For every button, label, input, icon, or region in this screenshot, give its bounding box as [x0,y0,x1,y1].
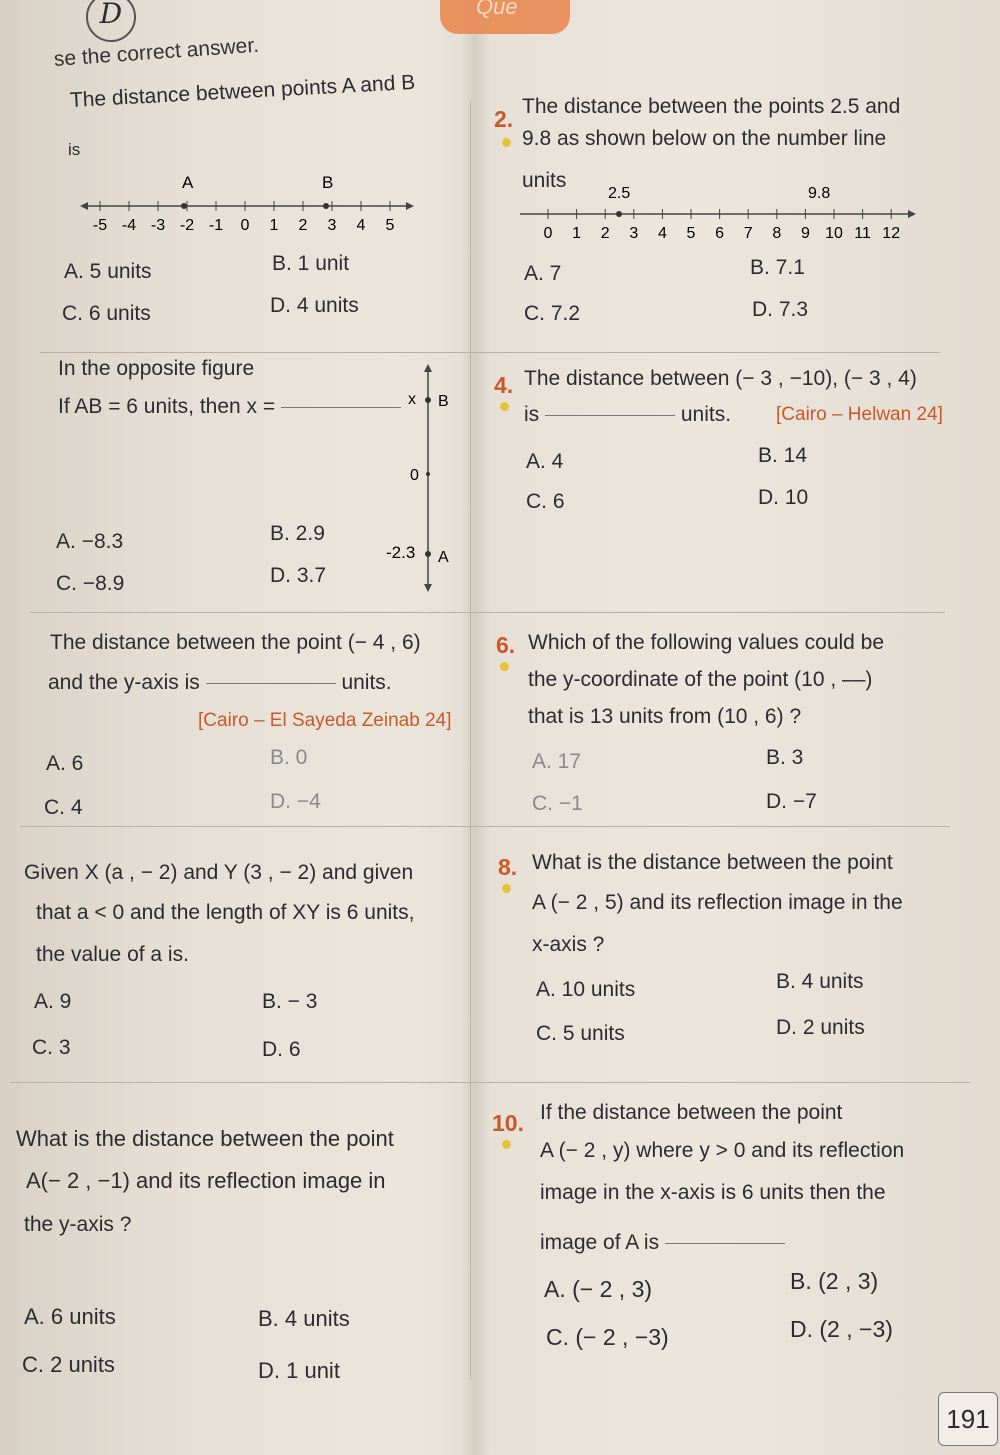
q4-text-1: The distance between (− 3 , −10), (− 3 , 4) [524,367,917,390]
q5-option-d[interactable]: D. −4 [270,790,321,813]
q10-option-d[interactable]: D. (2 , −3) [790,1316,893,1342]
q4-option-b[interactable]: B. 14 [758,444,808,467]
q8-bullet [502,884,511,893]
q10-text-4: image of A is [540,1230,785,1255]
q2-option-a[interactable]: A. 7 [524,262,562,285]
q4-bullet [500,402,509,411]
q4-source: [Cairo – Helwan 24] [776,404,943,425]
q10-number: 10. [492,1110,524,1136]
q2-bullet [502,138,511,147]
q1-text-1: The distance between points A and B [69,70,416,112]
q4-option-d[interactable]: D. 10 [758,486,809,509]
page-number: 191 [938,1392,998,1446]
q9-option-a[interactable]: A. 6 units [24,1304,116,1329]
q2-mark-1-label: 2.5 [608,185,631,202]
q6-text-3: that is 13 units from (10 , 6) ? [528,705,802,728]
q2-tick-label: 9 [800,225,810,242]
q1-tick-label: 3 [327,217,337,234]
column-divider [470,100,471,1380]
q2-tick-label: 12 [882,225,901,242]
q8-option-b[interactable]: B. 4 units [776,970,864,993]
q10-text-2: A (− 2 , y) where y > 0 and its reflection [540,1139,905,1162]
q1-tick-label: 4 [356,217,366,234]
q3-text-1: In the opposite figure [58,357,255,380]
q7-text-1: Given X (a , − 2) and Y (3 , − 2) and given [24,861,414,884]
q6-bullet [500,662,509,671]
q7-option-a[interactable]: A. 9 [34,990,72,1013]
q5-text-1: The distance between the point (− 4 , 6) [50,631,421,654]
q2-tick-label: 4 [657,225,667,242]
q2-mark-1 [616,211,622,217]
q7-option-b[interactable]: B. − 3 [262,990,318,1013]
q9-text-3: the y-axis ? [24,1213,132,1236]
q2-number: 2. [494,106,514,132]
q1-text-2: is [68,140,81,159]
q1-tick-label: -5 [92,217,108,234]
q1-number-line [80,168,420,248]
q10-text-3: image in the x-axis is 6 units then the [540,1181,886,1204]
q8-text-1: What is the distance between the point [532,851,893,874]
q6-option-b[interactable]: B. 3 [766,746,804,769]
q2-tick-label: 10 [825,225,843,242]
q6-option-a[interactable]: A. 17 [532,750,582,773]
q1-tick-label: -2 [179,217,195,234]
q9-text-2: A(− 2 , −1) and its reflection image in [26,1168,386,1193]
q7-text-2: that a < 0 and the length of XY is 6 units, [36,901,415,924]
q10-bullet [502,1140,511,1149]
q4-text-2: is units. [524,403,732,426]
section-letter: D [86,0,136,42]
q5-option-c[interactable]: C. 4 [44,796,83,819]
q10-option-a[interactable]: A. (− 2 , 3) [544,1276,653,1302]
q7-option-c[interactable]: C. 3 [32,1036,71,1059]
q2-option-c[interactable]: C. 7.2 [524,302,581,325]
q1-option-a[interactable]: A. 5 units [64,260,152,283]
q5-text-2: and the y-axis is units. [48,671,392,694]
q6-text-2: the y-coordinate of the point (10 , ––) [528,668,873,691]
q5-option-a[interactable]: A. 6 [46,752,84,775]
q8-text-3: x-axis ? [532,933,605,956]
q4-option-a[interactable]: A. 4 [526,450,564,473]
q1-option-b[interactable]: B. 1 unit [272,252,350,275]
q5-option-b[interactable]: B. 0 [270,746,308,769]
q3-text-2: If AB = 6 units, then x = [58,394,401,419]
q1-tick-label: -4 [121,217,137,234]
q6-option-c[interactable]: C. −1 [532,792,583,815]
q3-a-label: A [438,549,449,566]
q8-text-2: A (− 2 , 5) and its reflection image in the [532,891,903,914]
row-divider-4 [10,1082,970,1083]
q1-tick-label: 1 [269,217,279,234]
q2-tick-label: 3 [629,225,639,242]
q1-point-a-label: A [182,173,194,192]
q3-option-c[interactable]: C. −8.9 [56,572,125,595]
q2-tick-label: 6 [715,225,725,242]
q3-option-a[interactable]: A. −8.3 [56,530,124,553]
q5-source: [Cairo – El Sayeda Zeinab 24] [198,710,452,731]
q3-vertical-number-line [380,362,470,594]
q1-point-b [323,203,329,209]
q3-x-label: x [408,391,416,408]
q2-tick-label: 8 [772,225,782,242]
q2-tick-label: 0 [543,225,553,242]
q8-option-a[interactable]: A. 10 units [536,978,636,1001]
q1-tick-label: -3 [150,217,166,234]
q2-tick-label: 1 [572,225,582,242]
row-divider-2 [30,612,945,613]
q2-text-2: 9.8 as shown below on the number line [522,127,887,150]
q6-text-1: Which of the following values could be [528,631,885,654]
q8-number: 8. [498,854,518,880]
row-divider-1 [40,352,940,353]
q1-option-d[interactable]: D. 4 units [270,294,359,317]
q3-option-d[interactable]: D. 3.7 [270,564,327,587]
q3-option-b[interactable]: B. 2.9 [270,522,325,545]
q2-option-b[interactable]: B. 7.1 [750,256,805,279]
q2-option-d[interactable]: D. 7.3 [752,298,809,321]
q2-number-line [520,182,920,252]
q9-option-c[interactable]: C. 2 units [22,1352,115,1377]
q1-tick-label: 0 [240,217,250,234]
q2-tick-label: 7 [743,225,753,242]
q10-text-1: If the distance between the point [540,1101,843,1124]
q2-text-1: The distance between the points 2.5 and [522,95,901,118]
q3-b-label: B [438,393,449,410]
q1-option-c[interactable]: C. 6 units [62,302,151,325]
q9-option-d[interactable]: D. 1 unit [258,1358,340,1383]
q2-tick-label: 11 [854,225,871,242]
q8-option-d[interactable]: D. 2 units [776,1016,865,1039]
q1-tick-label: 2 [298,217,308,234]
q2-tick-label: 2 [600,225,610,242]
q1-point-a [181,203,187,209]
q7-option-d[interactable]: D. 6 [262,1038,301,1061]
q2-tick-label: 5 [686,225,696,242]
q1-tick-label: 5 [385,217,395,234]
q1-point-b-label: B [322,173,334,192]
instruction-heading: se the correct answer. [53,33,260,71]
q8-option-c[interactable]: C. 5 units [536,1022,625,1045]
q7-text-3: the value of a is. [36,943,189,966]
q9-text-1: What is the distance between the point [16,1126,394,1151]
q10-option-b[interactable]: B. (2 , 3) [790,1268,879,1294]
q6-option-d[interactable]: D. −7 [766,790,817,813]
q3-neg-label: -2.3 [386,543,416,562]
q4-option-c[interactable]: C. 6 [526,490,565,513]
corner-tab: Que [440,0,570,34]
q10-option-c[interactable]: C. (− 2 , −3) [546,1324,669,1350]
q9-option-b[interactable]: B. 4 units [258,1306,350,1331]
q3-zero-label: 0 [410,467,419,484]
q1-tick-label: -1 [208,217,224,234]
q6-number: 6. [496,632,516,658]
q2-text-3: units [522,169,567,192]
q2-mark-2-label: 9.8 [808,185,831,202]
q4-number: 4. [494,372,514,398]
row-divider-3 [20,826,950,827]
